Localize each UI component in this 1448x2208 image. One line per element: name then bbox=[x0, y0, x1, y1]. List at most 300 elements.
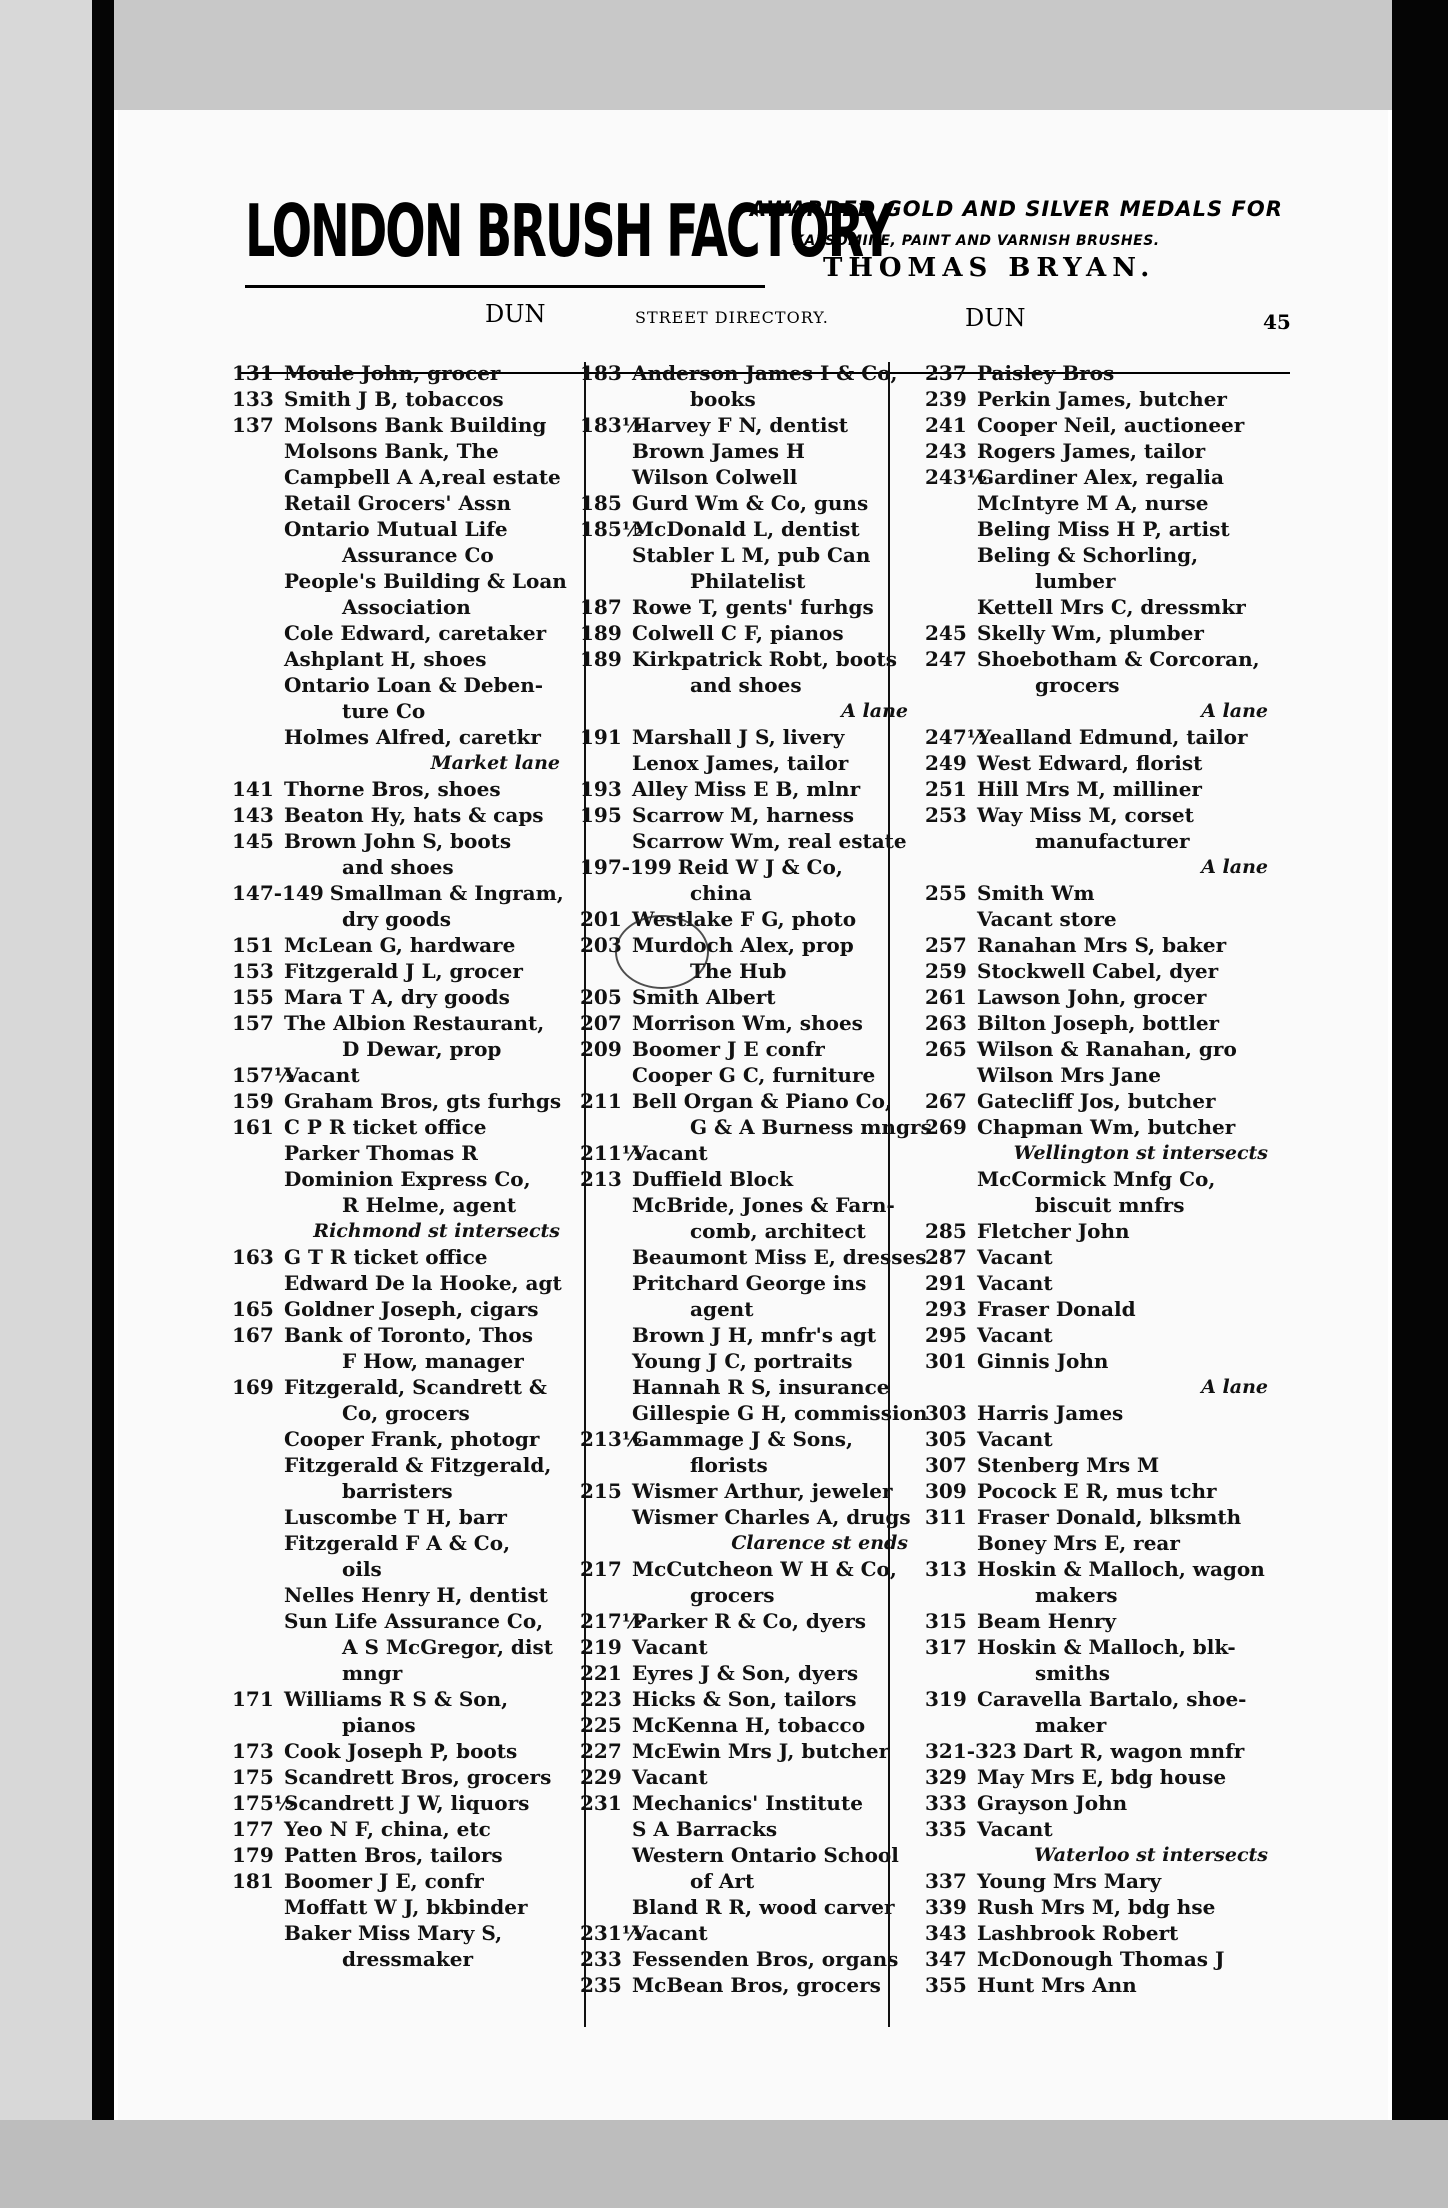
occupant-name: Scandrett J W, liquors bbox=[284, 1791, 530, 1815]
occupant-name: Yeo N F, china, etc bbox=[284, 1817, 491, 1841]
occupant-name: Smith Albert bbox=[632, 985, 776, 1009]
occupant-name: Cook Joseph P, boots bbox=[284, 1739, 518, 1763]
directory-entry bbox=[580, 776, 920, 802]
occupant-name: Vacant bbox=[632, 1141, 708, 1165]
directory-entry bbox=[925, 828, 1280, 854]
occupant-name: Wilson Colwell bbox=[632, 465, 798, 489]
occupant-name: of Art bbox=[690, 1869, 755, 1893]
directory-entry bbox=[232, 906, 572, 932]
occupant-name: Yealland Edmund, tailor bbox=[977, 725, 1248, 749]
binding-shadow bbox=[92, 0, 114, 2208]
street-number: 213 bbox=[580, 1167, 622, 1191]
directory-entry bbox=[925, 1946, 1280, 1972]
street-number: 205 bbox=[580, 985, 622, 1009]
occupant-name: and shoes bbox=[342, 855, 454, 879]
directory-entry bbox=[232, 672, 572, 698]
directory-entry bbox=[925, 724, 1280, 750]
directory-entry bbox=[232, 854, 572, 880]
street-number: 307 bbox=[925, 1453, 967, 1477]
street-intersection: A lane bbox=[841, 700, 908, 722]
directory-entry bbox=[232, 620, 572, 646]
street-number: 131 bbox=[232, 361, 274, 385]
occupant-name: Rowe T, gents' furhgs bbox=[632, 595, 874, 619]
street-number: 163 bbox=[232, 1245, 274, 1269]
street-number: 189 bbox=[580, 621, 622, 645]
street-number: 257 bbox=[925, 933, 967, 957]
directory-entry bbox=[580, 1972, 920, 1998]
directory-entry bbox=[232, 1686, 572, 1712]
street-number: 249 bbox=[925, 751, 967, 775]
directory-entry bbox=[580, 1556, 920, 1582]
street-number: 321-323 bbox=[925, 1739, 1017, 1763]
directory-entry bbox=[232, 932, 572, 958]
occupant-name: Marshall J S, livery bbox=[632, 725, 845, 749]
street-number: 231 bbox=[580, 1791, 622, 1815]
street-number: 247 bbox=[925, 647, 967, 671]
directory-entry bbox=[580, 750, 920, 776]
street-number: 211½ bbox=[580, 1141, 643, 1165]
directory-column-1 bbox=[232, 360, 572, 1972]
directory-entry bbox=[580, 1010, 920, 1036]
occupant-name: Bell Organ & Piano Co, bbox=[632, 1089, 892, 1113]
occupant-name: Fitzgerald J L, grocer bbox=[284, 959, 523, 983]
directory-entry bbox=[232, 1010, 572, 1036]
directory-entry bbox=[580, 1894, 920, 1920]
street-number: 265 bbox=[925, 1037, 967, 1061]
directory-entry bbox=[232, 1192, 572, 1218]
directory-entry bbox=[925, 1452, 1280, 1478]
street-number: 141 bbox=[232, 777, 274, 801]
street-number: 293 bbox=[925, 1297, 967, 1321]
directory-entry bbox=[925, 1530, 1280, 1556]
directory-entry bbox=[232, 1504, 572, 1530]
occupant-name: McEwin Mrs J, butcher bbox=[632, 1739, 890, 1763]
directory-entry bbox=[580, 490, 920, 516]
street-number: 233 bbox=[580, 1947, 622, 1971]
occupant-name: McBride, Jones & Farn- bbox=[632, 1193, 895, 1217]
occupant-name: maker bbox=[1035, 1713, 1107, 1737]
directory-column-2 bbox=[580, 360, 932, 1998]
occupant-name: Chapman Wm, butcher bbox=[977, 1115, 1236, 1139]
occupant-name: Parker R & Co, dyers bbox=[632, 1609, 866, 1633]
occupant-name: Gardiner Alex, regalia bbox=[977, 465, 1224, 489]
directory-entry bbox=[580, 1504, 920, 1530]
street-number: 287 bbox=[925, 1245, 967, 1269]
directory-entry bbox=[232, 1374, 572, 1400]
street-number: 211 bbox=[580, 1089, 622, 1113]
occupant-name: Westlake F G, photo bbox=[632, 907, 857, 931]
occupant-name: Moffatt W J, bkbinder bbox=[284, 1895, 528, 1919]
directory-entry bbox=[232, 1296, 572, 1322]
directory-entry bbox=[232, 776, 572, 802]
directory-entry bbox=[580, 542, 920, 568]
directory-entry bbox=[232, 1400, 572, 1426]
directory-entry bbox=[232, 1920, 572, 1946]
occupant-name: Wismer Arthur, jeweler bbox=[632, 1479, 893, 1503]
street-number: 337 bbox=[925, 1869, 967, 1893]
occupant-name: R Helme, agent bbox=[342, 1193, 517, 1217]
street-number: 167 bbox=[232, 1323, 274, 1347]
occupant-name: lumber bbox=[1035, 569, 1116, 593]
street-number: 185½ bbox=[580, 517, 643, 541]
street-number: 157 bbox=[232, 1011, 274, 1035]
occupant-name: Young J C, portraits bbox=[632, 1349, 853, 1373]
occupant-name: C P R ticket office bbox=[284, 1115, 487, 1139]
occupant-name: S A Barracks bbox=[632, 1817, 778, 1841]
occupant-name: grocers bbox=[690, 1583, 775, 1607]
directory-entry bbox=[925, 1608, 1280, 1634]
directory-entry bbox=[232, 958, 572, 984]
occupant-name: books bbox=[690, 387, 756, 411]
directory-entry bbox=[925, 1218, 1280, 1244]
street-number: 147-149 bbox=[232, 881, 324, 905]
occupant-name: Stockwell Cabel, dyer bbox=[977, 959, 1219, 983]
occupant-name: pianos bbox=[342, 1713, 416, 1737]
street-number: 315 bbox=[925, 1609, 967, 1633]
directory-entry bbox=[232, 1556, 572, 1582]
occupant-name: Thorne Bros, shoes bbox=[284, 777, 501, 801]
directory-entry bbox=[580, 1582, 920, 1608]
directory-entry bbox=[580, 1192, 920, 1218]
occupant-name: Graham Bros, gts furhgs bbox=[284, 1089, 562, 1113]
occupant-name: Assurance Co bbox=[342, 543, 494, 567]
directory-entry bbox=[580, 464, 920, 490]
directory-entry bbox=[232, 1452, 572, 1478]
directory-entry bbox=[232, 1946, 572, 1972]
occupant-name: Scarrow M, harness bbox=[632, 803, 855, 827]
street-number: 219 bbox=[580, 1635, 622, 1659]
occupant-name: dressmaker bbox=[342, 1947, 474, 1971]
occupant-name: Smallman & Ingram, bbox=[329, 881, 564, 905]
street-number: 347 bbox=[925, 1947, 967, 1971]
directory-entry bbox=[232, 1270, 572, 1296]
street-intersection: A lane bbox=[1201, 856, 1268, 878]
occupant-name: smiths bbox=[1035, 1661, 1111, 1685]
occupant-name: A S McGregor, dist bbox=[342, 1635, 553, 1659]
directory-entry bbox=[925, 776, 1280, 802]
occupant-name: Lashbrook Robert bbox=[977, 1921, 1179, 1945]
directory-entry bbox=[232, 1426, 572, 1452]
occupant-name: Williams R S & Son, bbox=[284, 1687, 509, 1711]
directory-entry bbox=[925, 1686, 1280, 1712]
directory-entry bbox=[925, 360, 1280, 386]
directory-entry bbox=[232, 1088, 572, 1114]
street-number: 145 bbox=[232, 829, 274, 853]
occupant-name: Co, grocers bbox=[342, 1401, 470, 1425]
street-number: 285 bbox=[925, 1219, 967, 1243]
directory-entry bbox=[925, 1868, 1280, 1894]
directory-entry bbox=[232, 1790, 572, 1816]
directory-entry bbox=[232, 516, 572, 542]
street-number: 263 bbox=[925, 1011, 967, 1035]
occupant-name: Hunt Mrs Ann bbox=[977, 1973, 1137, 1997]
ad-products-text: KALSOMINE, PAINT AND VARNISH BRUSHES. bbox=[793, 233, 1160, 249]
occupant-name: Colwell C F, pianos bbox=[632, 621, 844, 645]
street-number: 227 bbox=[580, 1739, 622, 1763]
occupant-name: Fitzgerald F A & Co, bbox=[284, 1531, 511, 1555]
scan-margin-left bbox=[0, 0, 105, 2208]
directory-entry bbox=[925, 672, 1280, 698]
street-number: 217½ bbox=[580, 1609, 643, 1633]
directory-entry bbox=[232, 1140, 572, 1166]
street-number: 175½ bbox=[232, 1791, 295, 1815]
occupant-name: Vacant bbox=[632, 1765, 708, 1789]
occupant-name: Brown John S, boots bbox=[284, 829, 512, 853]
directory-entry bbox=[580, 1686, 920, 1712]
occupant-name: Eyres J & Son, dyers bbox=[632, 1661, 859, 1685]
directory-entry bbox=[580, 1608, 920, 1634]
occupant-name: Brown J H, mnfr's agt bbox=[632, 1323, 877, 1347]
street-intersection: Wellington st intersects bbox=[1013, 1142, 1268, 1164]
directory-entry bbox=[232, 386, 572, 412]
occupant-name: comb, architect bbox=[690, 1219, 866, 1243]
street-number: 247½ bbox=[925, 725, 988, 749]
street-number: 253 bbox=[925, 803, 967, 827]
occupant-name: Anderson James I & Co, bbox=[632, 361, 898, 385]
ink-mark bbox=[615, 915, 709, 989]
directory-entry bbox=[580, 516, 920, 542]
directory-entry bbox=[580, 1036, 920, 1062]
occupant-name: manufacturer bbox=[1035, 829, 1190, 853]
occupant-name: McBean Bros, grocers bbox=[632, 1973, 881, 1997]
occupant-name: Ontario Loan & Deben- bbox=[284, 673, 544, 697]
directory-entry bbox=[580, 1270, 920, 1296]
street-number: 159 bbox=[232, 1089, 274, 1113]
occupant-name: Lawson John, grocer bbox=[977, 985, 1207, 1009]
directory-entry bbox=[232, 984, 572, 1010]
occupant-name: Gatecliff Jos, butcher bbox=[977, 1089, 1216, 1113]
occupant-name: oils bbox=[342, 1557, 382, 1581]
occupant-name: Baker Miss Mary S, bbox=[284, 1921, 503, 1945]
directory-entry bbox=[925, 1088, 1280, 1114]
occupant-name: makers bbox=[1035, 1583, 1118, 1607]
street-number: 309 bbox=[925, 1479, 967, 1503]
directory-entry bbox=[925, 1790, 1280, 1816]
occupant-name: Luscombe T H, barr bbox=[284, 1505, 507, 1529]
scan-margin-right bbox=[1392, 0, 1448, 2208]
header-title: STREET DIRECTORY. bbox=[635, 308, 829, 327]
occupant-name: Sun Life Assurance Co, bbox=[284, 1609, 544, 1633]
occupant-name: Bland R R, wood carver bbox=[632, 1895, 895, 1919]
occupant-name: Boney Mrs E, rear bbox=[977, 1531, 1180, 1555]
occupant-name: Fessenden Bros, organs bbox=[632, 1947, 899, 1971]
street-number: 209 bbox=[580, 1037, 622, 1061]
street-number: 245 bbox=[925, 621, 967, 645]
occupant-name: Bilton Joseph, bottler bbox=[977, 1011, 1220, 1035]
occupant-name: Alley Miss E B, mlnr bbox=[632, 777, 861, 801]
occupant-name: Pritchard George ins bbox=[632, 1271, 867, 1295]
directory-entry bbox=[232, 490, 572, 516]
occupant-name: Beling Miss H P, artist bbox=[977, 517, 1230, 541]
street-intersection: A lane bbox=[1201, 1376, 1268, 1398]
directory-entry bbox=[580, 1842, 920, 1868]
occupant-name: Cooper Neil, auctioneer bbox=[977, 413, 1245, 437]
scan-margin-bottom bbox=[0, 2120, 1448, 2208]
street-number: 217 bbox=[580, 1557, 622, 1581]
occupant-name: Grayson John bbox=[977, 1791, 1128, 1815]
directory-entry bbox=[232, 1660, 572, 1686]
occupant-name: Fraser Donald, blksmth bbox=[977, 1505, 1242, 1529]
occupant-name: Holmes Alfred, caretkr bbox=[284, 725, 541, 749]
directory-entry bbox=[232, 1478, 572, 1504]
ad-underline bbox=[245, 285, 765, 288]
directory-entry bbox=[580, 1790, 920, 1816]
header-street-right: DUN bbox=[965, 304, 1026, 332]
directory-entry bbox=[232, 1036, 572, 1062]
street-number: 241 bbox=[925, 413, 967, 437]
occupant-name: Vacant bbox=[977, 1271, 1053, 1295]
street-number: 143 bbox=[232, 803, 274, 827]
directory-entry bbox=[232, 1894, 572, 1920]
directory-entry bbox=[580, 1166, 920, 1192]
directory-entry bbox=[580, 1738, 920, 1764]
advertisement-banner bbox=[245, 185, 1285, 297]
directory-entry bbox=[232, 1816, 572, 1842]
occupant-name: Wilson & Ranahan, gro bbox=[977, 1037, 1237, 1061]
street-number: 203 bbox=[580, 933, 622, 957]
street-number: 213½ bbox=[580, 1427, 643, 1451]
directory-entry bbox=[925, 1348, 1280, 1374]
street-number: 179 bbox=[232, 1843, 274, 1867]
occupant-name: Kettell Mrs C, dressmkr bbox=[977, 595, 1246, 619]
occupant-name: Dart R, wagon mnfr bbox=[1022, 1739, 1245, 1763]
directory-entry bbox=[580, 1088, 920, 1114]
street-number: 191 bbox=[580, 725, 622, 749]
directory-entry bbox=[580, 1816, 920, 1842]
directory-entry bbox=[580, 1374, 920, 1400]
street-number: 183 bbox=[580, 361, 622, 385]
directory-entry bbox=[925, 1296, 1280, 1322]
occupant-name: biscuit mnfrs bbox=[1035, 1193, 1185, 1217]
directory-entry bbox=[925, 464, 1280, 490]
street-number: 355 bbox=[925, 1973, 967, 1997]
occupant-name: McKenna H, tobacco bbox=[632, 1713, 866, 1737]
directory-entry bbox=[580, 1400, 928, 1426]
occupant-name: Hicks & Son, tailors bbox=[632, 1687, 857, 1711]
street-number: 169 bbox=[232, 1375, 274, 1399]
directory-entry bbox=[580, 828, 920, 854]
directory-entry bbox=[232, 1062, 572, 1088]
occupant-name: Smith Wm bbox=[977, 881, 1095, 905]
occupant-name: Skelly Wm, plumber bbox=[977, 621, 1204, 645]
occupant-name: agent bbox=[690, 1297, 754, 1321]
occupant-name: Scarrow Wm, real estate bbox=[632, 829, 907, 853]
occupant-name: Goldner Joseph, cigars bbox=[284, 1297, 539, 1321]
occupant-name: Wilson Mrs Jane bbox=[977, 1063, 1161, 1087]
directory-entry bbox=[232, 1166, 572, 1192]
occupant-name: Cooper G C, furniture bbox=[632, 1063, 876, 1087]
directory-entry bbox=[580, 1348, 920, 1374]
directory-entry bbox=[925, 1634, 1280, 1660]
street-number: 239 bbox=[925, 387, 967, 411]
directory-entry bbox=[580, 1218, 920, 1244]
occupant-name: Fitzgerald, Scandrett & bbox=[284, 1375, 547, 1399]
directory-entry bbox=[925, 750, 1280, 776]
occupant-name: Vacant bbox=[632, 1921, 708, 1945]
occupant-name: Cooper Frank, photogr bbox=[284, 1427, 540, 1451]
occupant-name: Hill Mrs M, milliner bbox=[977, 777, 1202, 801]
directory-entry bbox=[580, 1478, 920, 1504]
street-number: 221 bbox=[580, 1661, 622, 1685]
directory-entry bbox=[925, 1270, 1280, 1296]
street-number: 261 bbox=[925, 985, 967, 1009]
occupant-name: Harvey F N, dentist bbox=[632, 413, 848, 437]
occupant-name: Kirkpatrick Robt, boots bbox=[632, 647, 897, 671]
occupant-name: Vacant bbox=[284, 1063, 360, 1087]
occupant-name: Hannah R S, insurance bbox=[632, 1375, 890, 1399]
directory-entry bbox=[925, 880, 1280, 906]
directory-entry bbox=[232, 1738, 572, 1764]
occupant-name: Young Mrs Mary bbox=[977, 1869, 1162, 1893]
occupant-name: Nelles Henry H, dentist bbox=[284, 1583, 548, 1607]
street-number: 207 bbox=[580, 1011, 622, 1035]
page-header bbox=[245, 300, 1290, 344]
occupant-name: Boomer J E confr bbox=[632, 1037, 825, 1061]
directory-entry bbox=[925, 490, 1280, 516]
directory-entry bbox=[580, 568, 920, 594]
directory-entry bbox=[925, 1556, 1280, 1582]
occupant-name: Beling & Schorling, bbox=[977, 543, 1199, 567]
ad-brand-name: LONDON BRUSH FACTORY bbox=[245, 189, 893, 273]
directory-entry bbox=[925, 1322, 1280, 1348]
directory-entry bbox=[580, 620, 920, 646]
directory-entry bbox=[925, 1712, 1280, 1738]
occupant-name: grocers bbox=[1035, 673, 1120, 697]
occupant-name: Mechanics' Institute bbox=[632, 1791, 863, 1815]
page-number: 45 bbox=[1263, 310, 1291, 334]
occupant-name: barristers bbox=[342, 1479, 453, 1503]
street-number: 259 bbox=[925, 959, 967, 983]
occupant-name: McIntyre M A, nurse bbox=[977, 491, 1209, 515]
directory-entry bbox=[232, 1114, 572, 1140]
street-number: 295 bbox=[925, 1323, 967, 1347]
directory-entry bbox=[580, 360, 920, 386]
occupant-name: and shoes bbox=[690, 673, 802, 697]
occupant-name: Pocock E R, mus tchr bbox=[977, 1479, 1217, 1503]
directory-entry bbox=[580, 1062, 920, 1088]
street-number: 181 bbox=[232, 1869, 274, 1893]
directory-entry bbox=[580, 594, 920, 620]
scan-margin-top bbox=[0, 0, 1448, 110]
directory-entry bbox=[925, 594, 1280, 620]
occupant-name: Retail Grocers' Assn bbox=[284, 491, 512, 515]
occupant-name: dry goods bbox=[342, 907, 452, 931]
directory-entry bbox=[232, 1322, 572, 1348]
street-number: 235 bbox=[580, 1973, 622, 1997]
directory-entry bbox=[580, 412, 920, 438]
street-number: 193 bbox=[580, 777, 622, 801]
directory-entry bbox=[925, 620, 1280, 646]
directory-entry bbox=[925, 932, 1280, 958]
directory-entry bbox=[925, 646, 1280, 672]
directory-entry bbox=[580, 724, 920, 750]
occupant-name: The Hub bbox=[690, 959, 787, 983]
directory-entry bbox=[580, 1920, 920, 1946]
directory-entry bbox=[232, 698, 572, 724]
occupant-name: Molsons Bank, The bbox=[284, 439, 499, 463]
street-number: 183½ bbox=[580, 413, 643, 437]
directory-entry bbox=[580, 1868, 920, 1894]
directory-entry bbox=[580, 1634, 920, 1660]
directory-entry bbox=[925, 1738, 1280, 1764]
street-intersection: A lane bbox=[1201, 700, 1268, 722]
street-number: 173 bbox=[232, 1739, 274, 1763]
occupant-name: McLean G, hardware bbox=[284, 933, 516, 957]
street-number: 339 bbox=[925, 1895, 967, 1919]
directory-entry bbox=[232, 542, 572, 568]
directory-entry bbox=[580, 386, 920, 412]
street-number: 201 bbox=[580, 907, 622, 931]
